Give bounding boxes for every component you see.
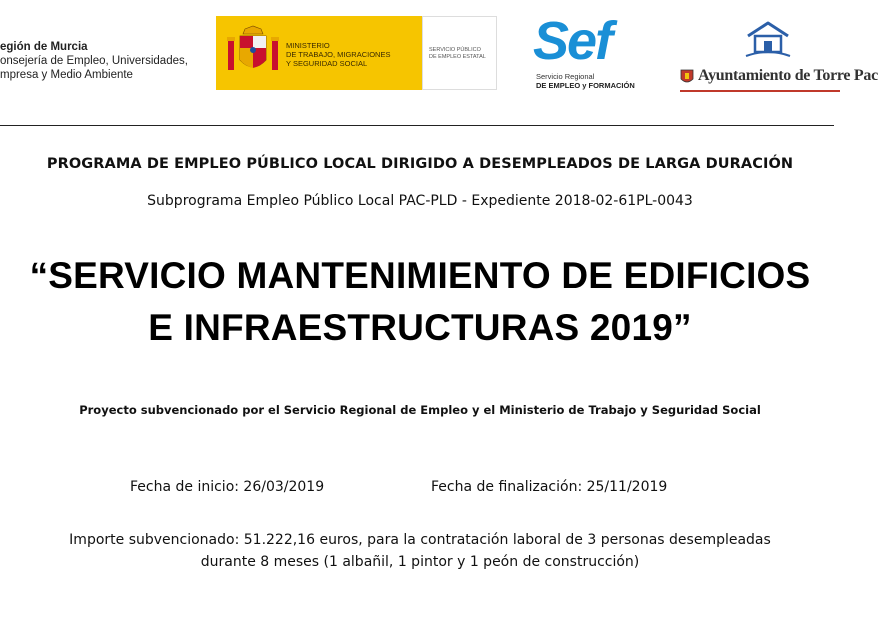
torre-text: Ayuntamiento de Torre Pac	[698, 67, 878, 84]
murcia-line-2: onsejería de Empleo, Universidades,	[0, 55, 188, 67]
proyecto-subvencionado: Proyecto subvencionado por el Servicio Regional de Empleo y el Ministerio de Trabajo y Seguridad Social	[79, 403, 761, 417]
murcia-line-3: mpresa y Medio Ambiente	[0, 69, 133, 81]
sef-wordmark: Sef	[533, 11, 612, 71]
ayuntamiento-logo	[676, 20, 878, 98]
sepe-text	[429, 47, 493, 61]
logos-header	[0, 0, 878, 112]
fecha-finalizacion: Fecha de finalización: 25/11/2019	[431, 479, 668, 495]
ministerio-line-3: Y SEGURIDAD SOCIAL	[286, 59, 368, 68]
sef-sub-line-2: DE EMPLEO y FORMACIÓN	[536, 81, 635, 90]
main-title-line-2: E INFRAESTRUCTURAS 2019”	[148, 307, 692, 348]
sepe-line-2: DE EMPLEO ESTATAL	[429, 54, 486, 60]
sef-sub-line-1: Servicio Regional	[536, 72, 595, 81]
torre-underline	[680, 90, 840, 92]
importe-line-1: Importe subvencionado: 51.222,16 euros, para la contratación laboral de 3 personas desempleadas	[69, 532, 771, 548]
ministerio-text	[286, 41, 418, 68]
importe-line-2: durante 8 meses (1 albañil, 1 pintor y 1 peón de construcción)	[200, 554, 640, 570]
ministerio-yellow-panel	[216, 16, 422, 90]
torre-emblem-icon	[744, 20, 792, 60]
ministerio-logo	[216, 16, 497, 90]
fecha-inicio: Fecha de inicio: 26/03/2019	[130, 479, 325, 495]
murcia-line-1: egión de Murcia	[0, 41, 88, 53]
main-title	[0, 250, 840, 354]
ministerio-line-2: DE TRABAJO, MIGRACIONES	[286, 50, 391, 59]
program-title: PROGRAMA DE EMPLEO PÚBLICO LOCAL DIRIGIDO A DESEMPLEADOS DE LARGA DURACIÓN	[46, 156, 794, 172]
sef-logo	[533, 12, 653, 94]
ministerio-line-1: MINISTERIO	[286, 41, 330, 50]
spain-coat-of-arms-icon	[226, 26, 280, 80]
header-divider	[0, 125, 834, 126]
main-title-line-1: “SERVICIO MANTENIMIENTO DE EDIFICIOS	[29, 255, 811, 296]
sepe-line-1: SERVICIO PÚBLICO	[429, 47, 481, 53]
sef-subtitle	[536, 72, 635, 90]
torre-shield-icon	[680, 69, 694, 86]
region-murcia-logo	[0, 40, 205, 82]
subprogram-line: Subprograma Empleo Público Local PAC-PLD - Expediente 2018-02-61PL-0043	[147, 193, 693, 209]
importe-subvencionado	[0, 529, 840, 573]
sepe-panel	[422, 16, 497, 90]
